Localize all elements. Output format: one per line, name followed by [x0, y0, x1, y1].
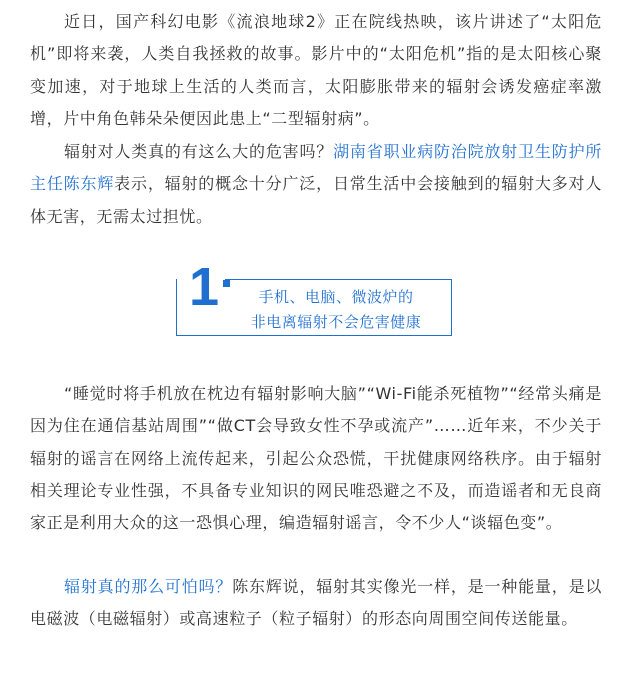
- explanation-text: 陈东辉说，辐射其实像光一样，是一种能量，是以电磁波（电磁辐射）或高速粒子（粒子辐射）的形态向周围空间传送能量。: [30, 577, 602, 629]
- rumors-paragraph: “睡觉时将手机放在枕边有辐射影响大脑”“Wi-Fi能杀死植物”“经常头痛是因为住在通信基站周围”“做CT会导致女性不孕或流产”……近年来，不少关于辐射的谣言在网络上流传起来，引起公众恐慌，干扰健康网络秩序。由于辐射相关理论专业性强，不具备专业知识的网民唯恐避之不及，而造谣者和无良商家正是利用大众的这一恐惧心理，编造辐射谣言，令不少人“谈辐色变”。: [30, 384, 602, 533]
- section-title-line-2: 非电离辐射不会危害健康: [250, 313, 422, 331]
- expert-link[interactable]: 湖南省职业病防治院放射卫生防护所主任陈东辉: [30, 142, 602, 194]
- question-paragraph: [30, 136, 602, 233]
- section-title: [230, 285, 442, 335]
- question-link[interactable]: 辐射真的那么可怕吗？: [64, 577, 233, 596]
- section-number: 1: [186, 257, 222, 317]
- section-dot-decoration: [223, 280, 230, 287]
- section-title-line-1: 手机、电脑、微波炉的: [258, 288, 414, 306]
- section-box-top-border: [225, 279, 451, 280]
- expert-statement-text: 表示，辐射的概念十分广泛，日常生活中会接触到的辐射大多对人体无害，无需太过担忧。: [30, 174, 602, 226]
- explanation-paragraph: [30, 571, 602, 636]
- intro-paragraph: 近日，国产科幻电影《流浪地球2》正在院线热映，该片讲述了“太阳危机”即将来袭，人类自我拯救的故事。影片中的“太阳危机”指的是太阳核心聚变加速，对于地球上生活的人类而言，太阳膨胀带来的辐射会诱发癌症率激增，片中角色韩朵朵便因此患上“二型辐射病”。: [30, 12, 602, 128]
- question-text: 辐射对人类真的有这么大的危害吗？: [64, 142, 334, 161]
